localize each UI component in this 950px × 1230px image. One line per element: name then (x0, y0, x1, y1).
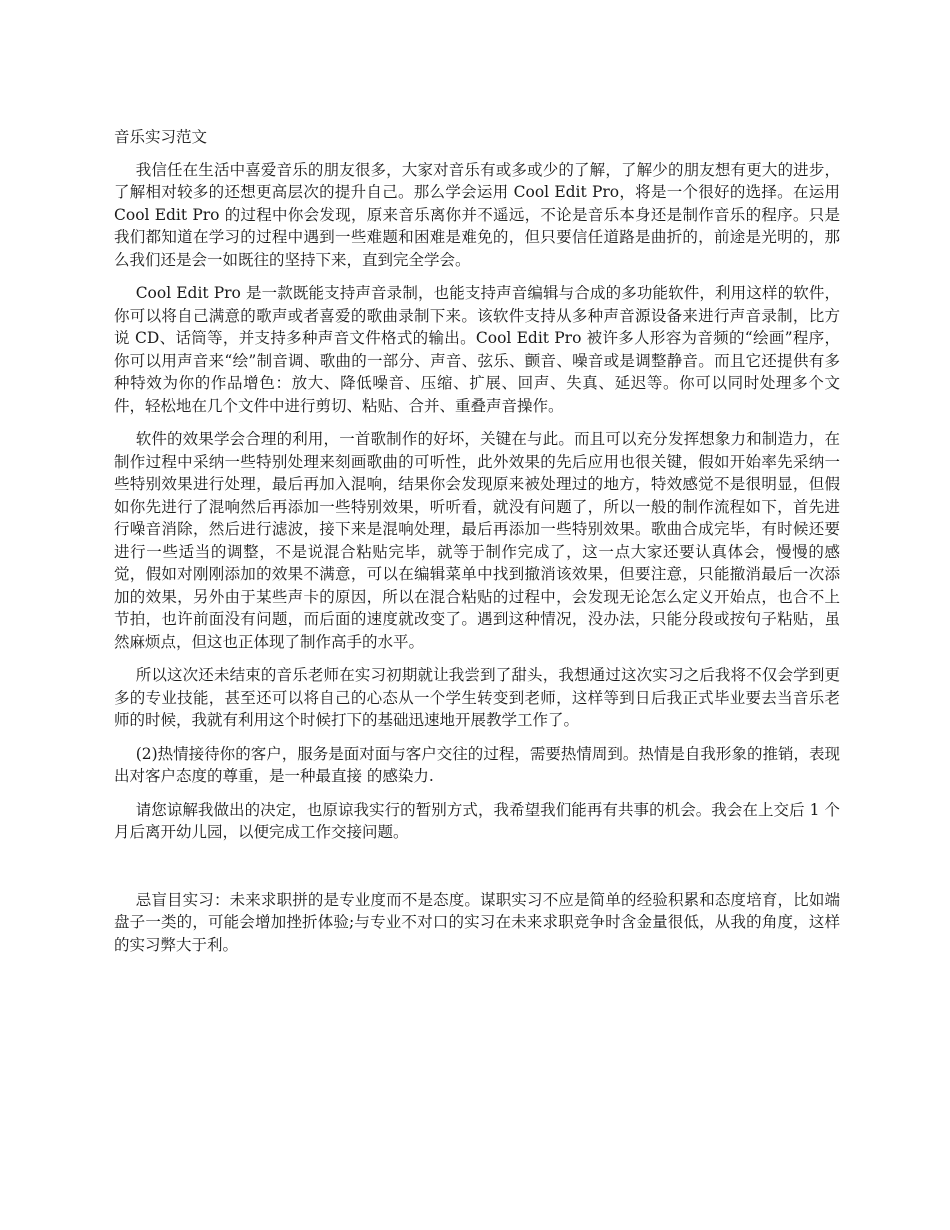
paragraph-effects-usage: 软件的效果学会合理的利用，一首歌制作的好坏，关键在与此。而且可以充分发挥想象力和制造力，在制作过程中采纳一些特别处理来刻画歌曲的可听性，此外效果的先后应用也很关键，假如开始率先采纳一些特别效果进行处理，最后再加入混响，结果你会发现原来被处理过的地方，特效感觉不是很明显，但假如你先进行了混响然后再添加一些特别效果，听听看，就没有问题了，所以一般的制作流程如下，首先进行噪音消除，然后进行滤波，接下来是混响处理，最后再添加一些特别效果。歌曲合成完毕，有时候还要进行一些适当的调整，不是说混合粘贴完毕，就等于制作完成了，这一点大家还要认真体会，慢慢的感觉，假如对刚刚添加的效果不满意，可以在编辑菜单中找到撤消该效果，但要注意，只能撤消最后一次添加的效果，另外由于某些声卡的原因，所以在混合粘贴的过程中，会发现无论怎么定义开始点，也合不上节拍，也许前面没有问题，而后面的速度就改变了。遇到这种情况，没办法，只能分段或按句子粘贴，虽然麻烦点，但这也正体现了制作高手的水平。 (114, 430, 840, 651)
paragraph-cool-edit-intro: 我信任在生活中喜爱音乐的朋友很多，大家对音乐有或多或少的了解，了解少的朋友想有更大的进步，了解相对较多的还想更高层次的提升自己。那么学会运用 Cool Edit Pro，将是一个很好的选择。在运用 Cool Edit Pro 的过程中你会发现，原来音乐离你并不遥远，不论是音乐本身还是制作音乐的程序。只是我们都知道在学习的过程中遇到一些难题和困难是难免的，但只要信任道路是曲折的，前途是光明的，那么我们还是会一如既往的坚持下来，直到完全学会。 (114, 160, 840, 269)
document-title: 音乐实习范文 (114, 128, 208, 146)
document-page (114, 126, 840, 967)
blank-gap (114, 855, 840, 889)
paragraph-internship-reflection: 所以这次还未结束的音乐老师在实习初期就让我尝到了甜头，我想通过这次实习之后我将不仅会学到更多的专业技能，甚至还可以将自己的心态从一个学生转变到老师，这样等到日后我正式毕业要去当音乐老师的时候，我就有利用这个时候打下的基础迅速地开展教学工作了。 (114, 666, 840, 729)
paragraph-internship-advice: 忌盲目实习：未来求职拼的是专业度而不是态度。谋职实习不应是简单的经验积累和态度培育，比如端盘子一类的，可能会增加挫折体验;与专业不对口的实习在未来求职竞争时含金量很低，从我的角度，这样的实习弊大于利。 (114, 890, 840, 954)
paragraph-customer-service: (2)热情接待你的客户，服务是面对面与客户交往的过程，需要热情周到。热情是自我形象的推销，表现出对客户态度的尊重，是一种最直接 的感染力. (114, 744, 840, 785)
paragraph-resignation: 请您谅解我做出的决定，也原谅我实行的暂别方式，我希望我们能再有共事的机会。我会在上交后 1 个月后离开幼儿园，以便完成工作交接问题。 (114, 800, 840, 841)
paragraph-cool-edit-features: Cool Edit Pro 是一款既能支持声音录制，也能支持声音编辑与合成的多功能软件，利用这样的软件，你可以将自己满意的歌声或者喜爱的歌曲录制下来。该软件支持从多种声音源设备来进行声音录制，比方说 CD、话筒等，并支持多种声音文件格式的输出。Cool Edit Pro 被许多人形容为音频的“绘画”程序，你可以用声音来“绘”制音调、歌曲的一部分、声音、弦乐、颤音、噪音或是调整静音。而且它还提供有多种特效为你的作品增色：放大、降低噪音、压缩、扩展、回声、失真、延迟等。你可以同时处理多个文件，轻松地在几个文件中进行剪切、粘贴、合并、重叠声音操作。 (114, 284, 840, 415)
